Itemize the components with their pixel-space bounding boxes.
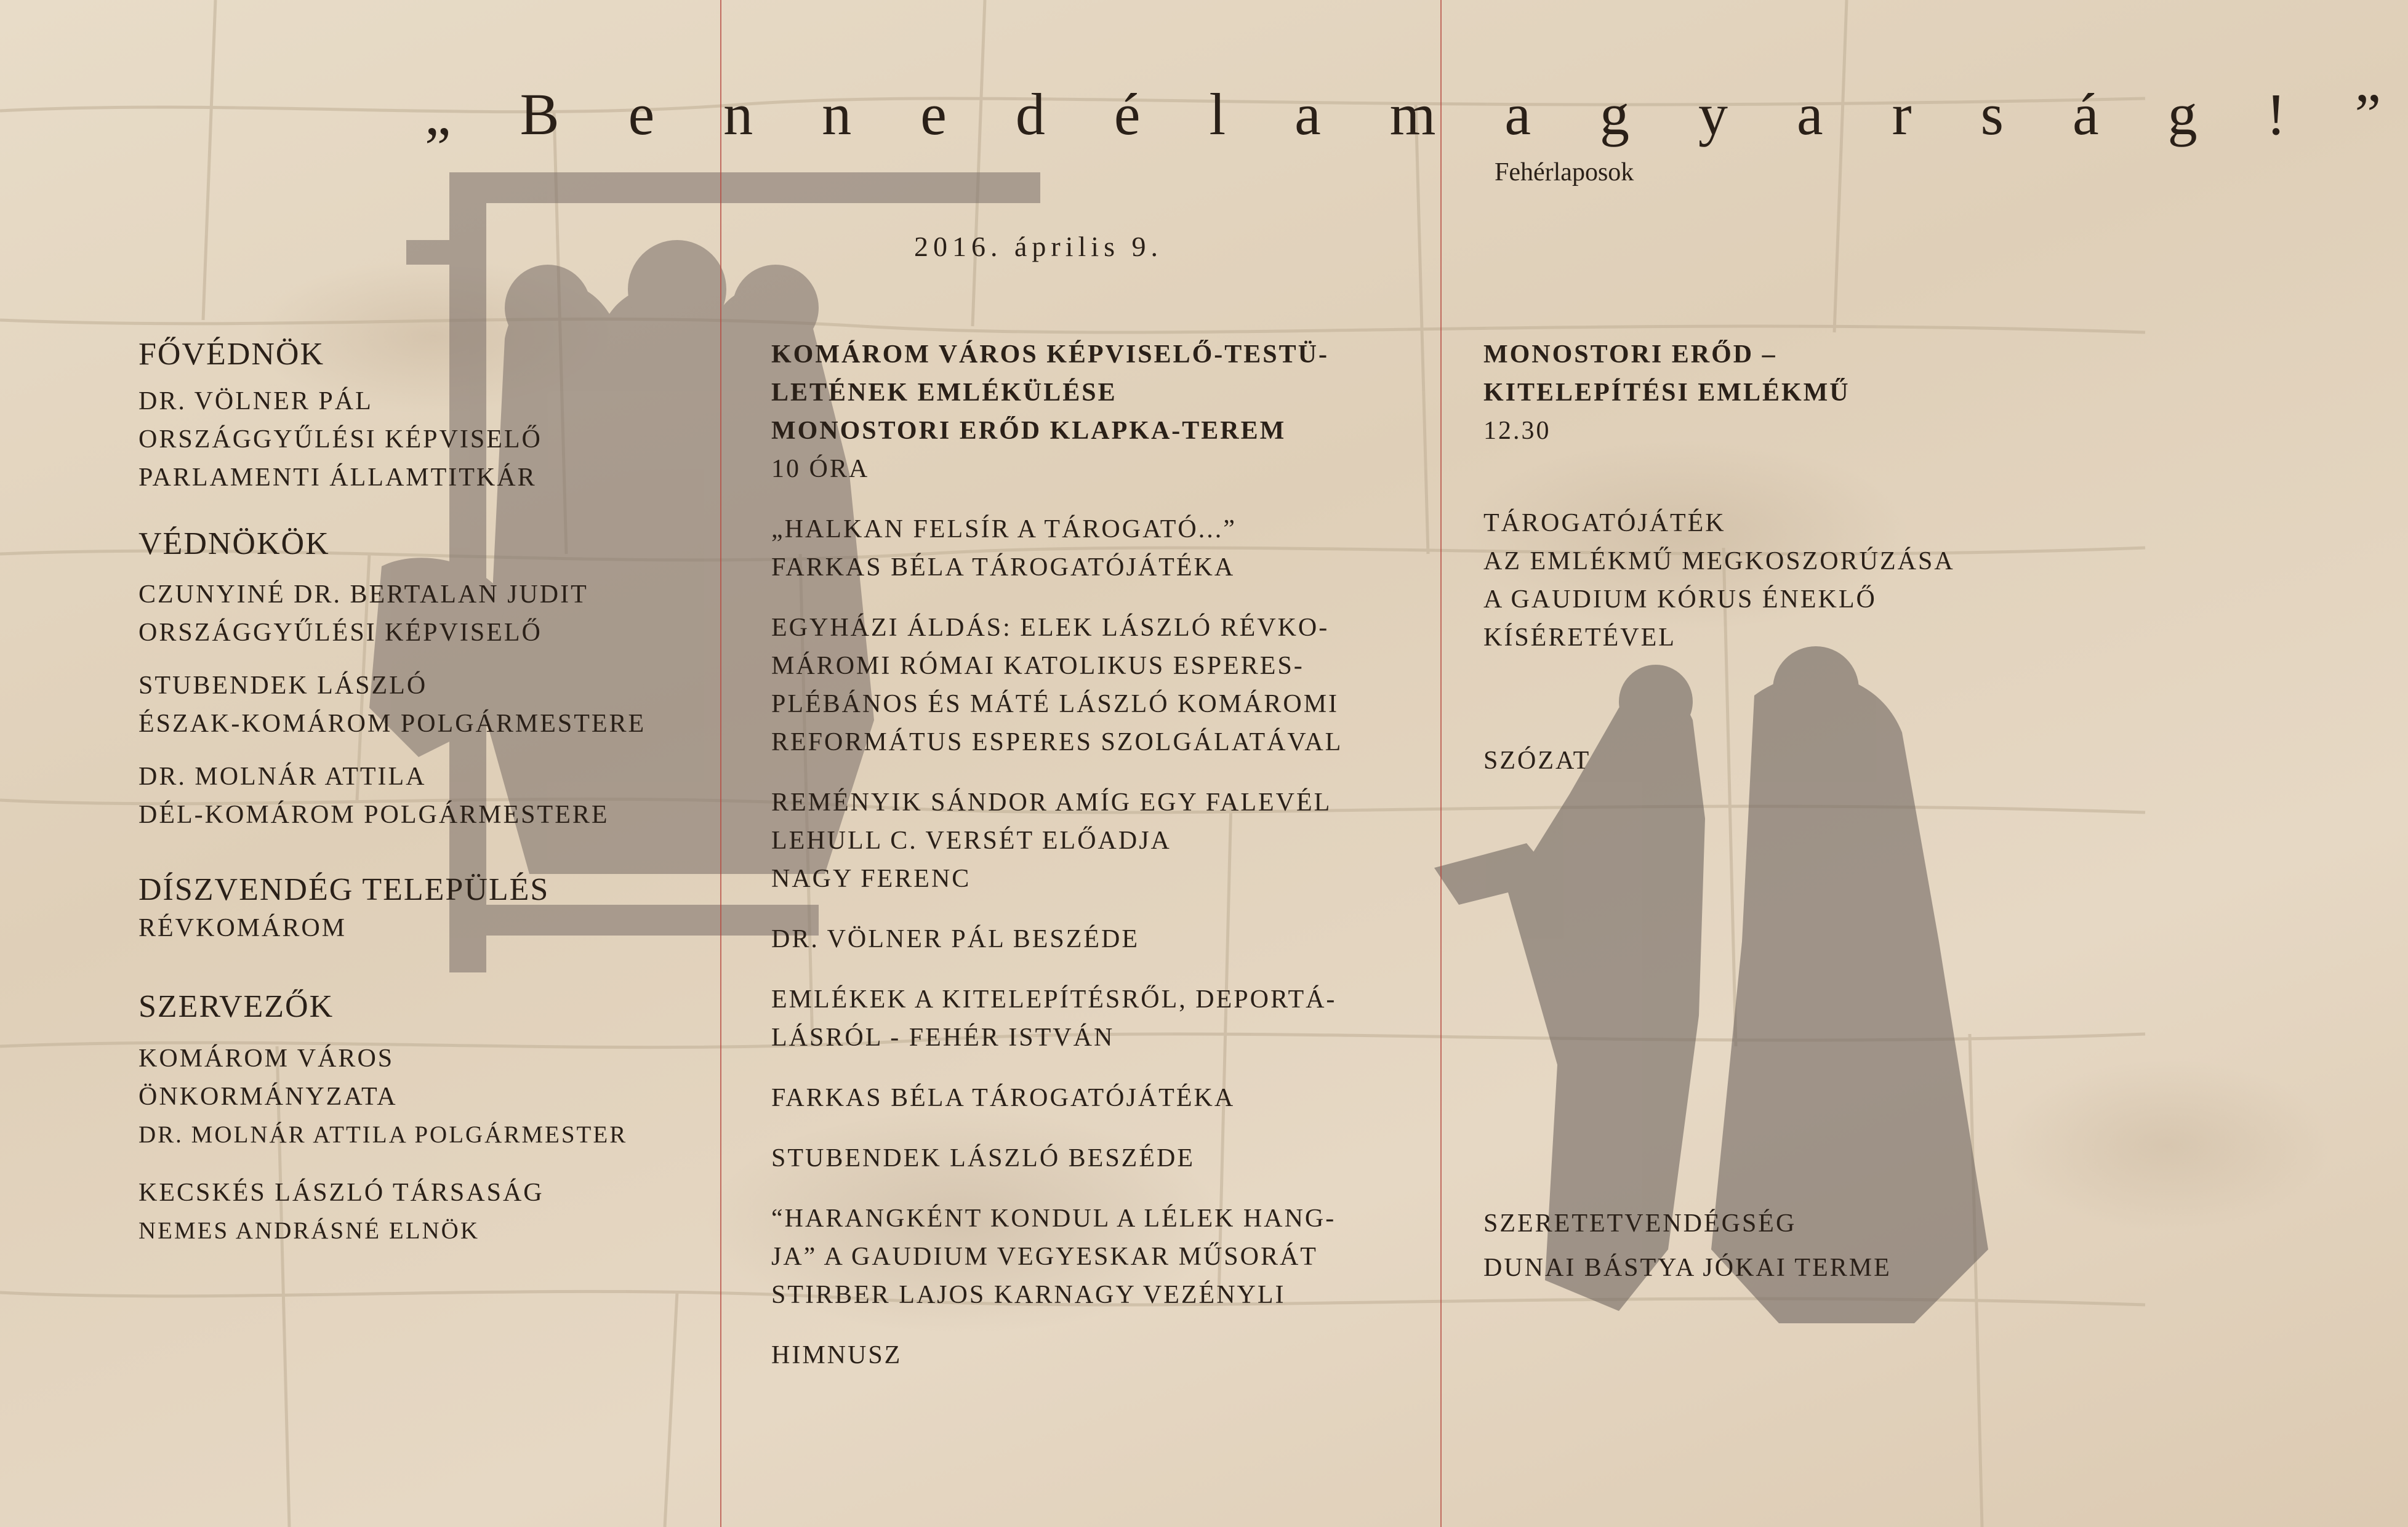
program-line: FARKAS BÉLA TÁROGATÓJÁTÉKA (771, 553, 1235, 582)
program-line: EGYHÁZI ÁLDÁS: ELEK LÁSZLÓ RÉVKO- (771, 614, 1330, 642)
section-diszvendeg (138, 871, 692, 947)
program-line: REFORMÁTUS ESPERES SZOLGÁLATÁVAL (771, 728, 1343, 756)
program-item (771, 1139, 1418, 1177)
patron-line: ORSZÁGGYŰLÉSI KÉPVISELŐ (138, 425, 542, 454)
program-line: DUNAI BÁSTYA JÓKAI TERME (1483, 1254, 1892, 1282)
program-line: STUBENDEK LÁSZLÓ BESZÉDE (771, 1144, 1195, 1172)
patron-line: STUBENDEK LÁSZLÓ (138, 671, 428, 700)
event-date: 2016. április 9. (914, 231, 1163, 262)
patron-line: CZUNYINÉ DR. BERTALAN JUDIT (138, 580, 588, 609)
program-item (771, 920, 1418, 958)
organizer-line: NEMES ANDRÁSNÉ ELNÖK (138, 1217, 480, 1244)
patron-group (138, 575, 692, 652)
program-item (771, 980, 1418, 1057)
session-title-line: MONOSTORI ERŐD KLAPKA-TEREM (771, 417, 1286, 445)
program-line: KÍSÉRETÉVEL (1483, 623, 1676, 652)
column-memorial-program (1483, 335, 2050, 1287)
program-line: PLÉBÁNOS ÉS MÁTÉ LÁSZLÓ KOMÁROMI (771, 690, 1339, 718)
patron-line: ORSZÁGGYŰLÉSI KÉPVISELŐ (138, 619, 542, 647)
memorial-time: 12.30 (1483, 417, 1551, 445)
program-line: SZÓZAT (1483, 747, 1591, 775)
guest-line: RÉVKOMÁROM (138, 914, 347, 942)
organizer-line: DR. MOLNÁR ATTILA POLGÁRMESTER (138, 1121, 628, 1148)
patron-line: DR. MOLNÁR ATTILA (138, 763, 427, 791)
memorial-header (1483, 335, 2050, 450)
section-heading: FŐVÉDNÖK (138, 337, 324, 372)
program-item (771, 784, 1418, 898)
program-item (771, 1079, 1418, 1117)
program-line: REMÉNYIK SÁNDOR AMÍG EGY FALEVÉL (771, 788, 1332, 817)
program-item-reception (1483, 1204, 2050, 1287)
program-line: JA” A GAUDIUM VEGYESKAR MŰSORÁT (771, 1243, 1318, 1271)
program-item (771, 1336, 1418, 1374)
program-line: „HALKAN FELSÍR A TÁROGATÓ...” (771, 515, 1237, 543)
memorial-title-line: MONOSTORI ERŐD – (1483, 340, 1777, 369)
program-item-szozat (1483, 742, 2050, 780)
author-attribution: Fehérlaposok (1495, 158, 1634, 186)
program-line: LÁSRÓL - FEHÉR ISTVÁN (771, 1024, 1115, 1052)
program-line: AZ EMLÉKMŰ MEGKOSZORÚZÁSA (1483, 547, 1955, 575)
section-vednokok (138, 525, 692, 834)
section-heading: VÉDNÖKÖK (138, 526, 330, 561)
memorial-title-line: KITELEPÍTÉSI EMLÉKMŰ (1483, 379, 1850, 407)
program-line: FARKAS BÉLA TÁROGATÓJÁTÉKA (771, 1084, 1235, 1112)
patron-group (138, 667, 692, 743)
program-line: LEHULL C. VERSÉT ELŐADJA (771, 827, 1171, 855)
patron-group (138, 758, 692, 834)
organizer-line: KOMÁROM VÁROS (138, 1044, 395, 1073)
session-title-line: KOMÁROM VÁROS KÉPVISELŐ-TESTÜ- (771, 340, 1329, 369)
fold-line-left (720, 0, 721, 1527)
session-header (771, 335, 1418, 488)
program-line: EMLÉKEK A KITELEPÍTÉSRŐL, DEPORTÁ- (771, 985, 1337, 1014)
program-item (771, 1200, 1418, 1314)
section-fovednok (138, 335, 692, 497)
organizer-group (138, 1040, 692, 1154)
program-line: “HARANGKÉNT KONDUL A LÉLEK HANG- (771, 1204, 1336, 1233)
program-line: DR. VÖLNER PÁL BESZÉDE (771, 925, 1140, 953)
program-item (771, 510, 1418, 587)
program-line: TÁROGATÓJÁTÉK (1483, 509, 1726, 537)
organizer-line: KECSKÉS LÁSZLÓ TÁRSASÁG (138, 1179, 544, 1207)
section-szervezok (138, 988, 692, 1250)
session-title-line: LETÉNEK EMLÉKÜLÉSE (771, 379, 1117, 407)
fold-line-right (1440, 0, 1442, 1527)
patron-line: PARLAMENTI ÁLLAMTITKÁR (138, 463, 537, 492)
organizer-line: ÖNKORMÁNYZATA (138, 1083, 398, 1111)
program-item (771, 609, 1418, 761)
session-time: 10 ÓRA (771, 455, 870, 483)
program-line: NAGY FERENC (771, 865, 971, 893)
column-commemoration-program (771, 335, 1418, 1374)
program-line: HIMNUSZ (771, 1341, 902, 1369)
section-heading: SZERVEZŐK (138, 989, 334, 1024)
program-line: STIRBER LAJOS KARNAGY VEZÉNYLI (771, 1281, 1286, 1309)
program-line: MÁROMI RÓMAI KATOLIKUS ESPERES- (771, 652, 1304, 680)
section-heading: DÍSZVENDÉG TELEPÜLÉS (138, 872, 550, 907)
organizer-group (138, 1174, 692, 1250)
memorial-program-block (1483, 504, 2050, 657)
column-patrons (138, 335, 692, 1266)
patron-line: DR. VÖLNER PÁL (138, 387, 373, 415)
patron-line: ÉSZAK-KOMÁROM POLGÁRMESTERE (138, 710, 646, 738)
patron-line: DÉL-KOMÁROM POLGÁRMESTERE (138, 801, 609, 829)
program-line: SZERETETVENDÉGSÉG (1483, 1209, 1797, 1238)
program-line: A GAUDIUM KÓRUS ÉNEKLŐ (1483, 585, 1877, 614)
document-title: „ B e n n e d é l a m a g y a r s á g ! ” (425, 81, 2408, 147)
